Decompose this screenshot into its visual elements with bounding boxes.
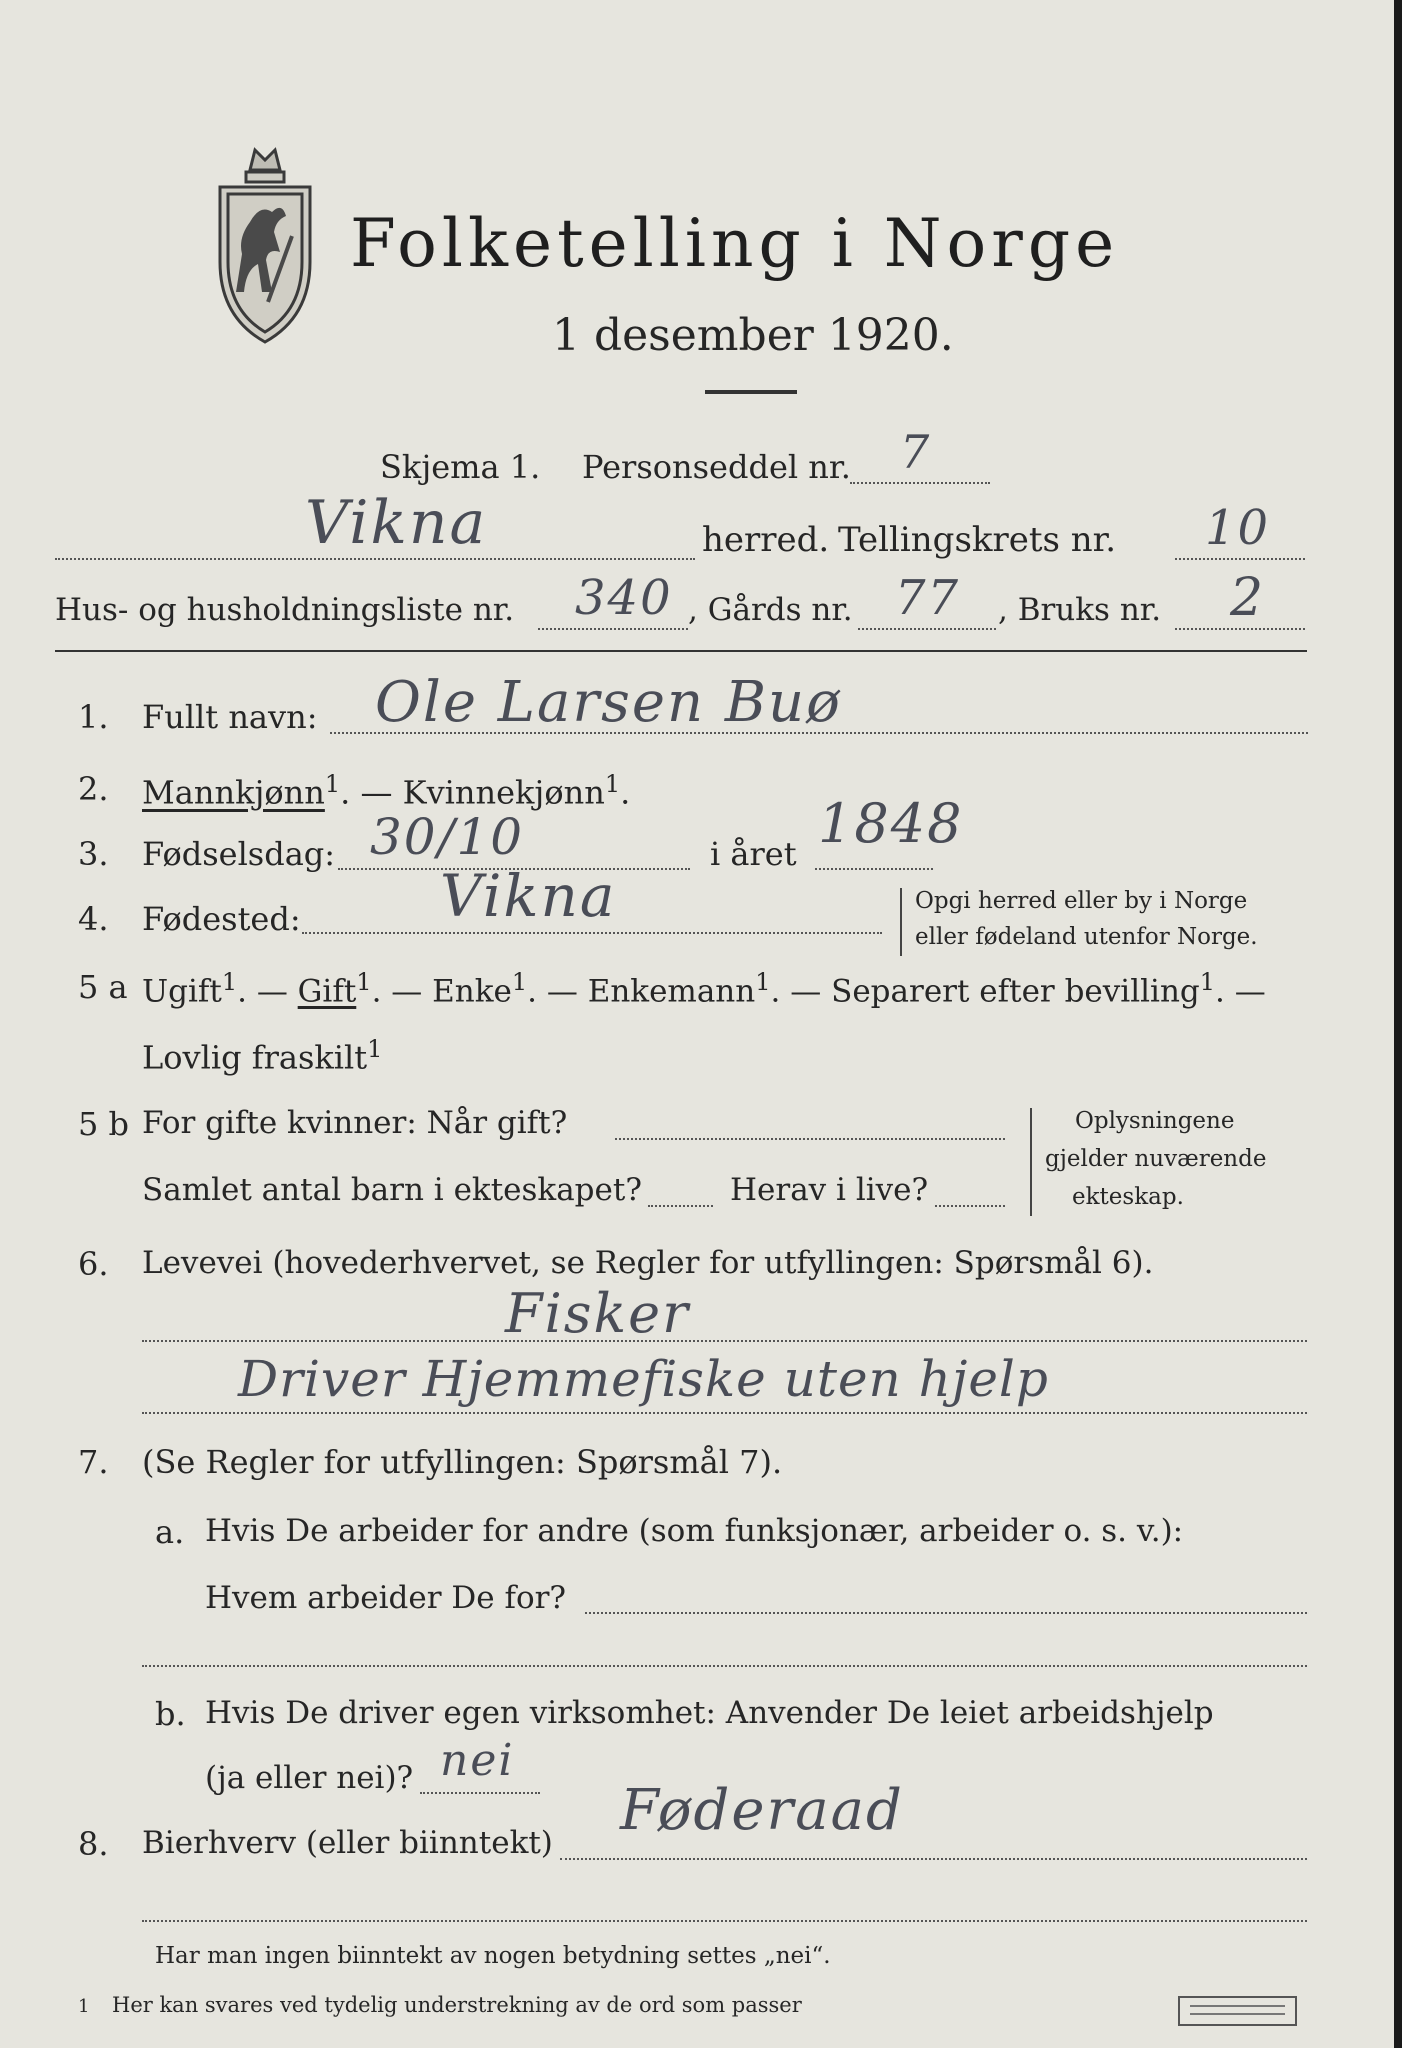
q3-year-field-line (815, 868, 933, 870)
q1-full-name-value[interactable]: Ole Larsen Buø (375, 670, 842, 735)
q5a-separert-option[interactable]: Separert efter bevilling (831, 973, 1200, 1010)
q8-number: 8. (78, 1825, 109, 1863)
q7-number: 7. (78, 1443, 109, 1481)
personseddel-value[interactable]: 7 (900, 425, 932, 479)
q5b-alive-label: Herav i live? (730, 1172, 929, 1208)
q4-label: Fødested: (142, 900, 301, 938)
q8-field-line (560, 1858, 1307, 1860)
herred-value[interactable]: Vikna (305, 488, 488, 558)
bruks-value[interactable]: 2 (1230, 568, 1266, 628)
q1-label: Fullt navn: (142, 698, 318, 736)
q7b-ja-nei-label: (ja eller nei)? (205, 1760, 414, 1796)
q5b-number: 5 b (78, 1105, 130, 1143)
printer-stamp-lines (1190, 2005, 1285, 2015)
q3-year-label: i året (710, 835, 797, 873)
q2-female-option[interactable]: Kvinnekjønn (402, 773, 605, 812)
hus-field-line (538, 628, 688, 630)
q5b-alive-field-line (935, 1205, 1005, 1207)
q3-number: 3. (78, 835, 109, 873)
printer-stamp (1178, 1996, 1297, 2026)
personseddel-field-line (850, 482, 990, 484)
q4-number: 4. (78, 900, 109, 938)
q2-male-option[interactable]: Mannkjønn (142, 773, 325, 812)
q6-label: Levevei (hovederhvervet, se Regler for utfyllingen: Spørsmål 6). (142, 1245, 1154, 1281)
bruks-field-line (1175, 628, 1305, 630)
footer-note: Har man ingen biinntekt av nogen betydning settes „nei“. (155, 1943, 831, 1969)
norwegian-coat-of-arms-icon (210, 142, 320, 352)
q6-occupation-value[interactable]: Fisker (505, 1282, 690, 1345)
q5a-ugift-option[interactable]: Ugift (142, 973, 222, 1010)
q5b-note-brace (1030, 1108, 1032, 1216)
form-title: Folketelling i Norge (350, 205, 1120, 282)
title-divider (705, 390, 797, 394)
q6-number: 6. (78, 1245, 109, 1283)
q4-note-line2: eller fødeland utenfor Norge. (915, 924, 1258, 950)
q4-field-line (302, 932, 882, 934)
footnote-marker: 1 (78, 1996, 90, 2017)
census-date: 1 desember 1920. (552, 310, 954, 361)
tellingskrets-label: Tellingskrets nr. (838, 520, 1117, 560)
q6-field-line-2 (142, 1412, 1307, 1414)
q2-number: 2. (78, 770, 109, 808)
skjema-label: Skjema 1. (380, 448, 541, 486)
tellingskrets-value[interactable]: 10 (1205, 500, 1271, 556)
q6-field-line-1 (142, 1340, 1307, 1342)
herred-label: herred. (702, 520, 830, 560)
q3-label: Fødselsdag: (142, 835, 336, 873)
hus-value[interactable]: 340 (575, 570, 673, 626)
q5a-gift-option[interactable]: Gift (297, 973, 357, 1010)
q3-birthdate-value[interactable]: 30/10 (370, 808, 525, 866)
q5b-note-line1: Oplysningene (1075, 1108, 1235, 1134)
q1-number: 1. (78, 698, 109, 736)
gards-value[interactable]: 77 (895, 570, 961, 626)
q5b-married-when-label: For gifte kvinner: Når gift? (142, 1105, 568, 1141)
q5a-lovlig-option[interactable]: Lovlig fraskilt$^1$ (142, 1035, 383, 1077)
q7b-letter: b. (155, 1695, 186, 1733)
q5a-enkemann-option[interactable]: Enkemann (587, 973, 756, 1010)
q7-label: (Se Regler for utfyllingen: Spørsmål 7). (142, 1443, 783, 1481)
header-separator (55, 650, 1307, 652)
hus-label: Hus- og husholdningsliste nr. (55, 592, 515, 628)
q5b-children-field-line (648, 1205, 713, 1207)
q5b-note-line3: ekteskap. (1072, 1184, 1184, 1210)
q7b-field-line (420, 1792, 540, 1794)
q7a-employer-field-line-2 (142, 1665, 1307, 1667)
q5a-number: 5 a (78, 968, 128, 1006)
q8-field-line-2 (142, 1920, 1307, 1922)
q6-occupation-detail-value[interactable]: Driver Hjemmefiske uten hjelp (238, 1350, 1049, 1408)
q7b-hired-help-value[interactable]: nei (440, 1735, 515, 1786)
personseddel-label: Personseddel nr. (582, 448, 851, 486)
q8-side-income-value[interactable]: Føderaad (620, 1778, 904, 1843)
q5a-enke-option[interactable]: Enke (432, 973, 512, 1010)
tellingskrets-field-line (1175, 558, 1305, 560)
q7b-label: Hvis De driver egen virksomhet: Anvender De leiet arbeidshjelp (205, 1695, 1214, 1731)
q3-year-value[interactable]: 1848 (818, 792, 964, 855)
gards-label: , Gårds nr. (688, 592, 853, 628)
q7a-employer-label: Hvem arbeider De for? (205, 1580, 567, 1616)
herred-field-line (55, 558, 695, 560)
q8-label: Bierhverv (eller biinntekt) (142, 1825, 553, 1861)
q5b-note-line2: gjelder nuværende (1045, 1146, 1267, 1172)
q7a-employer-field-line (585, 1612, 1307, 1614)
q7a-letter: a. (155, 1513, 185, 1551)
q2-gender-line: Mannkjønn$^1$. — Kvinnekjønn$^1$. (142, 770, 631, 812)
footnote-text: Her kan svares ved tydelig understrekning av de ord som passer (112, 1993, 802, 2017)
q5a-marital-line: Ugift$^1$. — Gift$^1$. — Enke$^1$. — Enkemann$^1$. — Separert efter bevilling$^1$. — (142, 968, 1266, 1010)
q4-birthplace-value[interactable]: Vikna (440, 862, 617, 930)
bruks-label: , Bruks nr. (998, 592, 1162, 628)
gards-field-line (858, 628, 996, 630)
q4-note-brace (900, 888, 902, 956)
q5b-children-label: Samlet antal barn i ekteskapet? (142, 1172, 642, 1208)
q4-note-line1: Opgi herred eller by i Norge (915, 888, 1248, 914)
q5b-married-when-field-line (615, 1138, 1005, 1140)
q7a-label: Hvis De arbeider for andre (som funksjonær, arbeider o. s. v.): (205, 1513, 1184, 1549)
